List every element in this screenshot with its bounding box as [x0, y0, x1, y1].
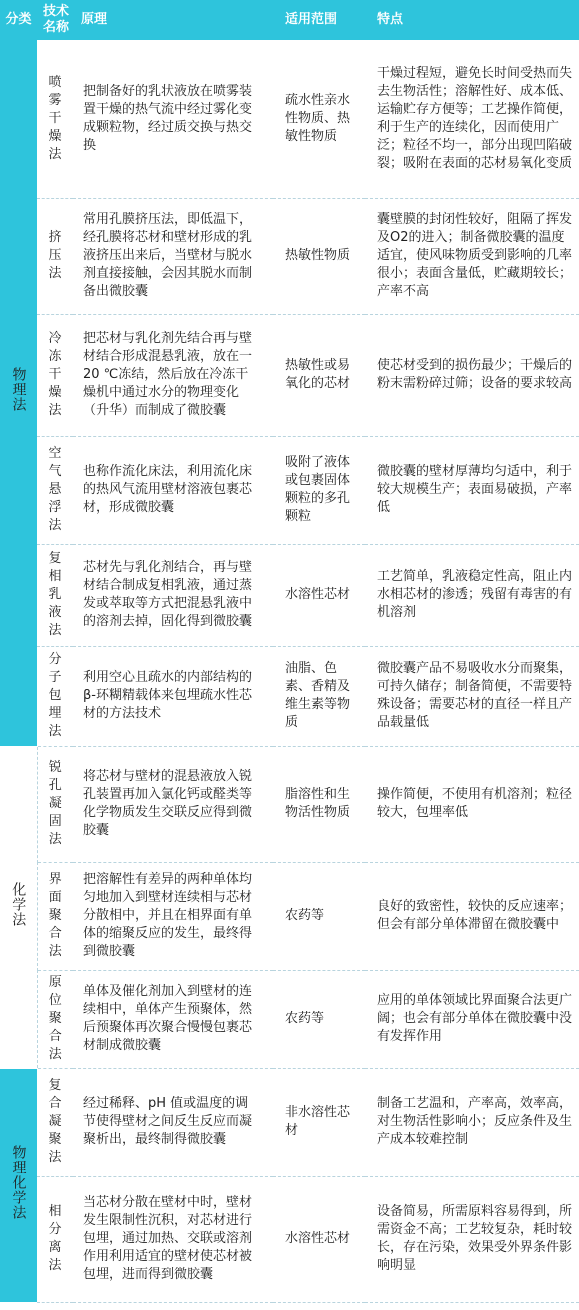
technique-name: 空气悬浮法 [48, 446, 62, 533]
technique-name: 原位聚合法 [48, 975, 62, 1062]
principle-cell: 常用孔膜挤压法，即低温下，经孔膜将芯材和壁材形成的乳液挤压出来后，当壁材与脱水剂直接接触，会因其脱水而制备出微胶囊 [73, 198, 273, 314]
table-row [0, 1176, 579, 1302]
technique-cell [37, 1068, 73, 1176]
technique-name: 挤压法 [48, 230, 62, 281]
features-cell: 微胶囊的壁材厚薄均匀适中，利于较大规模生产；表面易破损，产率低 [365, 436, 579, 544]
features-cell: 干燥过程短，避免长时间受热而失去生物活性；溶解性好、成本低、运输贮存方便等；工艺操作简便，利于生产的连续化，因而使用广泛；粒径不均一，部分出现凹陷破裂；吸附在表面的芯材易氧化变质 [365, 40, 579, 198]
principle-cell: 也称作流化床法，利用流化床的热风气流用壁材溶液包裹芯材，形成微胶囊 [73, 436, 273, 544]
table-row [0, 862, 579, 970]
principle-cell: 经过稀释、pH 值或温度的调节使得壁材之间反生反应而凝聚析出，最终制得微胶囊 [73, 1068, 273, 1176]
table-row [0, 198, 579, 314]
application-cell: 疏水性亲水性物质、热敏性物质 [273, 40, 365, 198]
category-label: 物理化学法 [10, 1144, 27, 1220]
features-cell: 应用的单体领域比界面聚合法更广阔；也会有部分单体在微胶囊中没有发挥作用 [365, 970, 579, 1068]
header-features: 特点 [365, 0, 579, 40]
features-cell: 囊壁膜的封闭性较好，阻隔了挥发及O2的进入；制备微胶囊的温度适宜，使风味物质受到影响的几率很小；表面含量低，贮藏期较长；产率不高 [365, 198, 579, 314]
technique-cell [37, 544, 73, 646]
table-row [0, 970, 579, 1068]
table-header-row [0, 0, 579, 40]
principle-cell: 把制备好的乳状液放在喷雾装置干燥的热气流中经过雾化变成颗粒物，经过质交换与热交换 [73, 40, 273, 198]
principle-cell: 当芯材分散在壁材中时，壁材发生限制性沉积，对芯材进行包埋，通过加热、交联或溶剂作用利用适宜的壁材使芯材被包埋，进而得到微胶囊 [73, 1176, 273, 1302]
technique-cell [37, 1176, 73, 1302]
technique-cell [37, 970, 73, 1068]
header-principle: 原理 [73, 0, 273, 40]
technique-name: 相分离法 [48, 1204, 62, 1273]
category-label: 化学法 [10, 881, 27, 927]
application-cell: 热敏性物质 [273, 198, 365, 314]
features-cell: 制备工艺温和，产率高，效率高，对生物活性影响小；反应条件及生产成本较难控制 [365, 1068, 579, 1176]
category-cell-physical [0, 40, 37, 746]
technique-cell [37, 862, 73, 970]
table-row [0, 436, 579, 544]
features-cell: 微胶囊产品不易吸收水分而聚集，可持久储存；制备简便，不需要特殊设备；需要芯材的直径一样且产品载量低 [365, 646, 579, 746]
technique-name: 复合凝聚法 [48, 1078, 62, 1165]
principle-cell: 将芯材与壁材的混悬液放入锐孔装置再加入氯化钙或醛类等化学物质发生交联反应得到微胶囊 [73, 746, 273, 862]
application-cell: 水溶性芯材 [273, 544, 365, 646]
technique-cell [37, 198, 73, 314]
application-cell: 农药等 [273, 970, 365, 1068]
features-cell: 设备简易，所需原料容易得到，所需资金不高；工艺较复杂，耗时较长，存在污染，效果受外界条件影响明显 [365, 1176, 579, 1302]
table-row [0, 544, 579, 646]
features-cell: 操作简便，不使用有机溶剂；粒径较大，包埋率低 [365, 746, 579, 862]
application-cell: 农药等 [273, 862, 365, 970]
table-row [0, 646, 579, 746]
application-cell: 水溶性芯材 [273, 1176, 365, 1302]
technique-cell [37, 746, 73, 862]
category-label: 物理法 [10, 367, 27, 413]
table-row [0, 40, 579, 198]
technique-name: 喷雾干燥法 [48, 74, 62, 162]
features-cell: 良好的致密性，较快的反应速率；但会有部分单体滞留在微胶囊中 [365, 862, 579, 970]
principle-cell: 利用空心且疏水的内部结构的β-环糊精载体来包埋疏水性芯材的方法技术 [73, 646, 273, 746]
principle-cell: 芯材先与乳化剂结合，再与壁材结合制成复相乳液，通过蒸发或萃取等方式把混悬乳液中的溶剂去掉，固化得到微胶囊 [73, 544, 273, 646]
category-cell-physicochemical [0, 1068, 37, 1302]
technique-name: 复相乳液法 [48, 551, 62, 638]
application-cell: 热敏性或易氧化的芯材 [273, 314, 365, 436]
application-cell: 非水溶性芯材 [273, 1068, 365, 1176]
table-row [0, 314, 579, 436]
table-row [0, 1068, 579, 1176]
principle-cell: 单体及催化剂加入到壁材的连续相中，单体产生预聚体，然后预聚体再次聚合慢慢包裹芯材制成微胶囊 [73, 970, 273, 1068]
header-technique-label: 技术名称 [43, 4, 70, 35]
technique-cell [37, 40, 73, 198]
header-technique [37, 0, 73, 40]
application-cell: 吸附了液体或包裹固体颗粒的多孔颗粒 [273, 436, 365, 544]
header-application: 适用范围 [273, 0, 365, 40]
principle-cell: 把芯材与乳化剂先结合再与壁材结合形成混悬乳液，放在一20 ℃冻结，然后放在冷冻干燥机中通过水分的物理变化（升华）而制成了微胶囊 [73, 314, 273, 436]
header-category: 分类 [0, 0, 37, 40]
technique-name: 界面聚合法 [48, 872, 62, 959]
technique-cell [37, 436, 73, 544]
features-cell: 工艺简单，乳液稳定性高，阻止内水相芯材的渗透；残留有毒害的有机溶剂 [365, 544, 579, 646]
features-cell: 使芯材受到的损伤最少；干燥后的粉末需粉碎过筛；设备的要求较高 [365, 314, 579, 436]
technique-cell [37, 646, 73, 746]
technique-name: 锐孔凝固法 [48, 760, 62, 847]
technique-cell [37, 314, 73, 436]
principle-cell: 把溶解性有差异的两种单体均匀地加入到壁材连续相与芯材分散相中，并且在相界面有单体的缩聚反应的发生，最终得到微胶囊 [73, 862, 273, 970]
table-row [0, 746, 579, 862]
application-cell: 油脂、色素、香精及维生素等物质 [273, 646, 365, 746]
application-cell: 脂溶性和生物活性物质 [273, 746, 365, 862]
technique-name: 分子包埋法 [48, 652, 62, 739]
technique-name: 冷冻干燥法 [48, 331, 62, 418]
category-cell-chemical [0, 746, 37, 1068]
